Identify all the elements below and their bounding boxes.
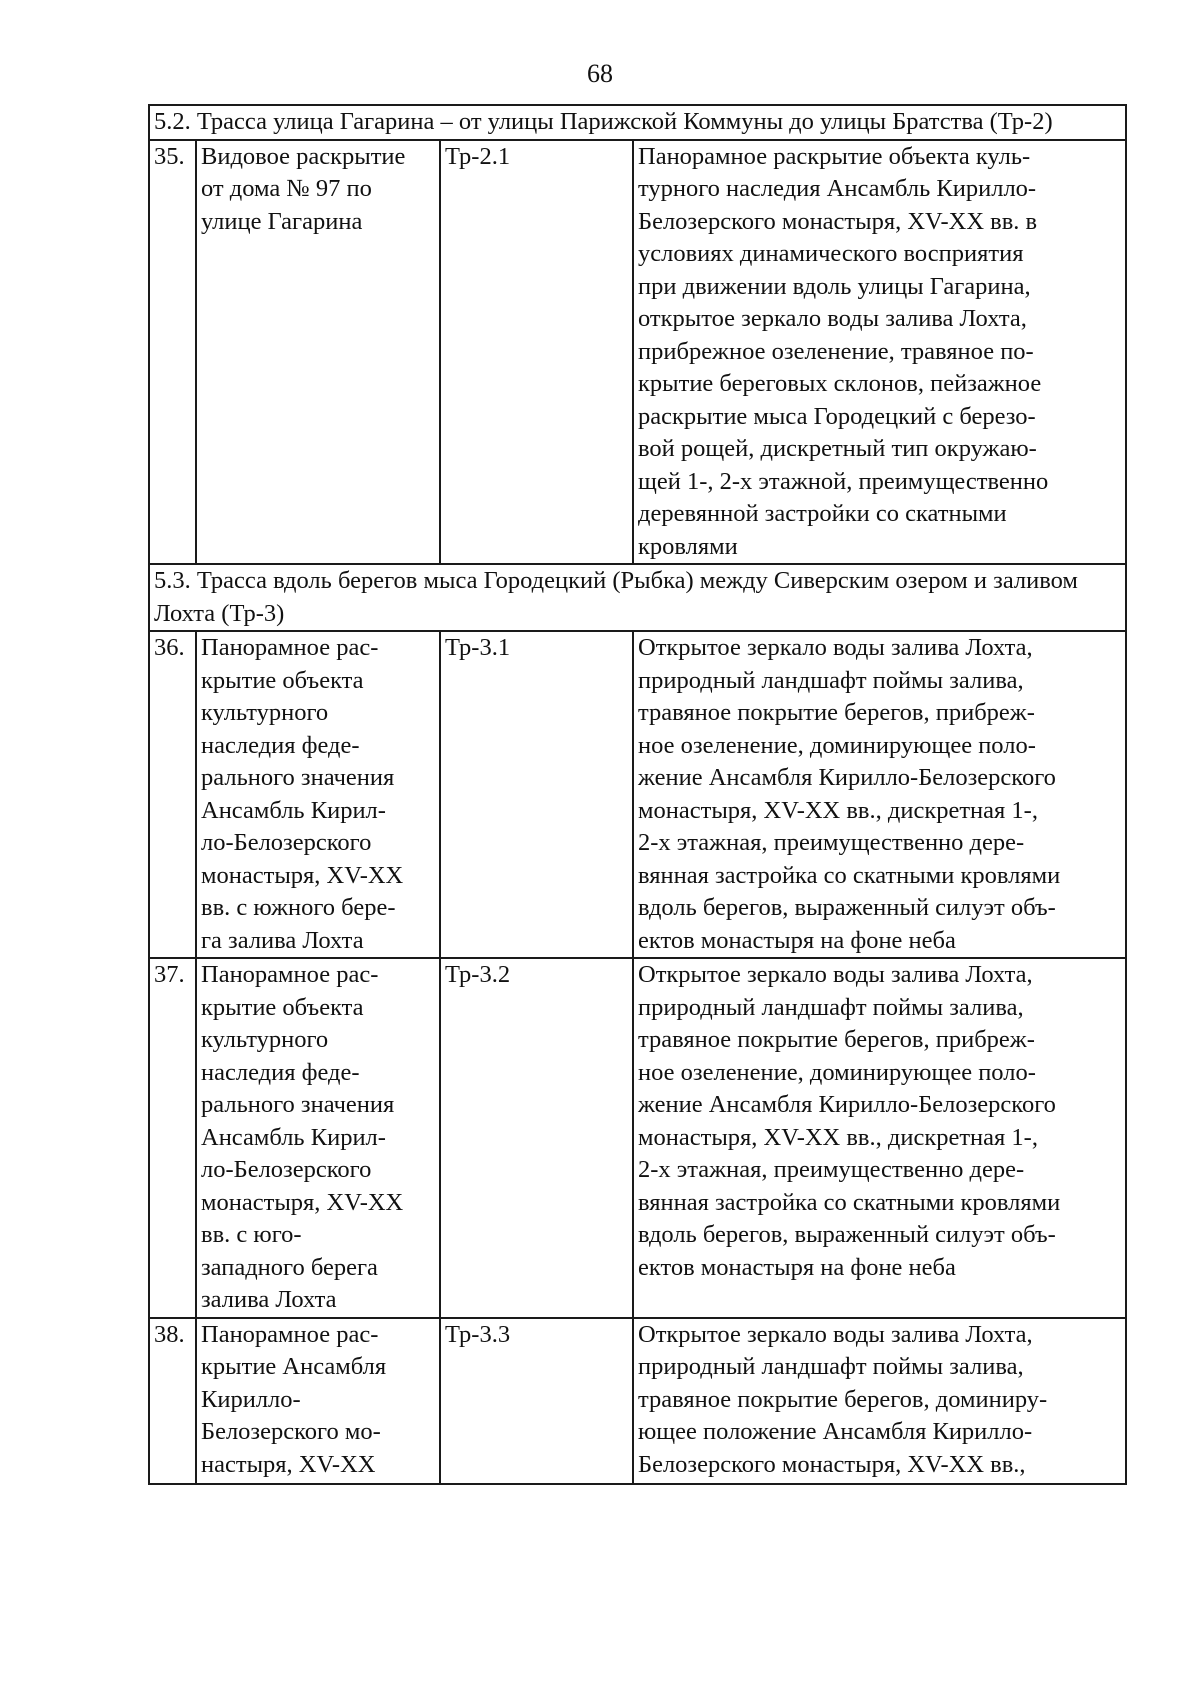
table-row xyxy=(149,958,1126,1318)
viewpoint-description: Открытое зеркало воды залива Лохта, природный ландшафт поймы залива, травяное покрытие берегов, прибреж- ное озеленение, доминирующее поло- жение Ансамбля Кирилло-Белозерского монастыря, XV-XX вв., дискретная 1-, 2-х этажная, преимущественно дере- вянная застройка со скатными кровлями вдоль берегов, выраженный силуэт объ- ектов монастыря на фоне неба xyxy=(633,958,1126,1318)
row-number: 36. xyxy=(149,631,196,958)
viewpoint-code: Тр-2.1 xyxy=(440,140,633,565)
table-row xyxy=(149,1318,1126,1484)
table-row xyxy=(149,631,1126,958)
viewpoint-name: Панорамное рас- крытие объекта культурного наследия феде- рального значения Ансамбль Кирил- ло-Белозерского монастыря, XV-XX вв. с южного бере- га залива Лохта xyxy=(196,631,440,958)
section-header-row xyxy=(149,564,1126,631)
row-number: 37. xyxy=(149,958,196,1318)
row-number: 38. xyxy=(149,1318,196,1484)
viewpoint-description: Панорамное раскрытие объекта куль- турного наследия Ансамбль Кирилло- Белозерского монастыря, XV-XX вв. в условиях динамического восприятия при движении вдоль улицы Гагарина, открытое зеркало воды залива Лохта, прибрежное озеленение, травяное по- крытие береговых склонов, пейзажное раскрытие мыса Городецкий с березо- вой рощей, дискретный тип окружаю- щей 1-, 2-х этажной, преимущественно деревянной застройки со скатными кровлями xyxy=(633,140,1126,565)
viewpoint-code: Тр-3.1 xyxy=(440,631,633,958)
row-number: 35. xyxy=(149,140,196,565)
viewpoint-code: Тр-3.2 xyxy=(440,958,633,1318)
viewpoint-name: Видовое раскрытие от дома № 97 по улице Гагарина xyxy=(196,140,440,565)
section-title: 5.3. Трасса вдоль берегов мыса Городецкий (Рыбка) между Сиверским озером и заливом Лохта (Тр-3) xyxy=(149,564,1126,631)
table-row xyxy=(149,140,1126,565)
viewpoint-code: Тр-3.3 xyxy=(440,1318,633,1484)
viewpoint-description: Открытое зеркало воды залива Лохта, природный ландшафт поймы залива, травяное покрытие берегов, прибреж- ное озеленение, доминирующее поло- жение Ансамбля Кирилло-Белозерского монастыря, XV-XX вв., дискретная 1-, 2-х этажная, преимущественно дере- вянная застройка со скатными кровлями вдоль берегов, выраженный силуэт объ- ектов монастыря на фоне неба xyxy=(633,631,1126,958)
viewpoint-name: Панорамное рас- крытие Ансамбля Кирилло- Белозерского мо- настыря, XV-XX xyxy=(196,1318,440,1484)
viewpoint-description: Открытое зеркало воды залива Лохта, природный ландшафт поймы залива, травяное покрытие берегов, доминиру- ющее положение Ансамбля Кирилло- Белозерского монастыря, XV-XX вв., xyxy=(633,1318,1126,1484)
section-header-row xyxy=(149,105,1126,140)
viewpoints-table xyxy=(148,104,1127,1485)
page-number: 68 xyxy=(587,59,613,88)
viewpoint-name: Панорамное рас- крытие объекта культурного наследия феде- рального значения Ансамбль Кирил- ло-Белозерского монастыря, XV-XX вв. с юго- западного берега залива Лохта xyxy=(196,958,440,1318)
section-title: 5.2. Трасса улица Гагарина – от улицы Парижской Коммуны до улицы Братства (Тр-2) xyxy=(149,105,1126,140)
